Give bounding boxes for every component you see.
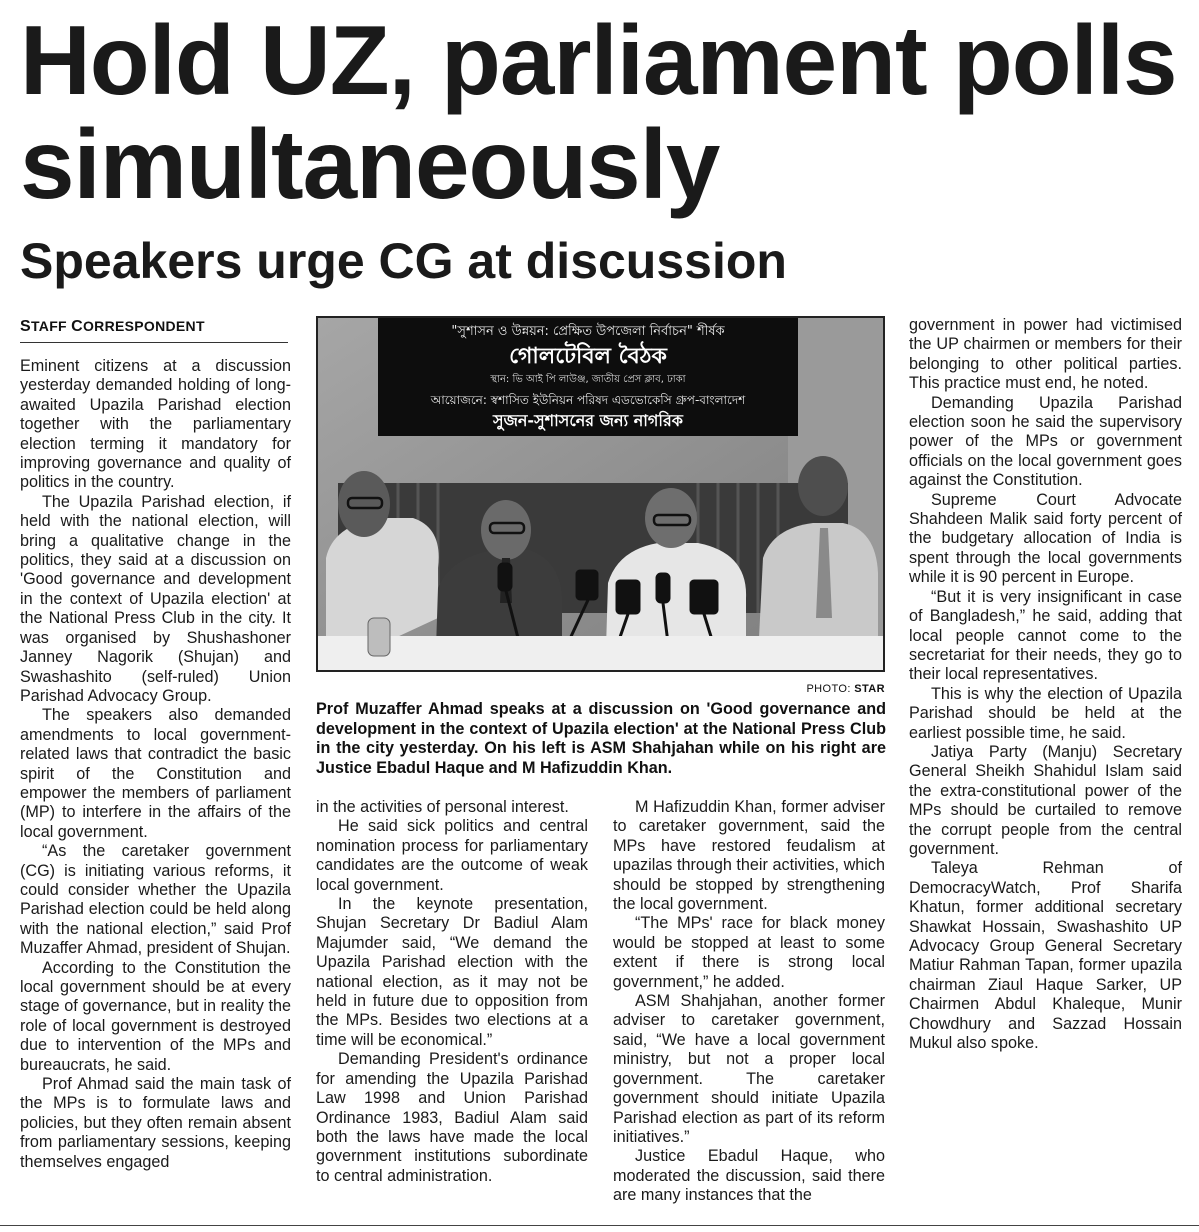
banner-line-2: গোলটেবিল বৈঠক (509, 344, 667, 369)
photo-credit: PHOTO: STAR (806, 683, 885, 695)
paragraph: This is why the election of Upazila Parishad should be held at the earliest possible time, he said. (909, 684, 1182, 742)
paragraph: “But it is very insignificant in case of Bangladesh,” he said, adding that local people cannot come to the secretariat for their needs, they go to their local representatives. (909, 587, 1182, 684)
paragraph: M Hafizuddin Khan, former adviser to caretaker government, said the MPs have restored feudalism at upazilas through their activities, which should be stopped by strengthening the local government. (613, 798, 885, 914)
banner-line-3: স্থান: ভি আই পি লাউঞ্জ, জাতীয় প্রেস ক্লাব, ঢাকা (490, 374, 686, 385)
paragraph: He said sick politics and central nomination process for parliamentary candidates are the outcome of weak local government. (316, 817, 588, 894)
paragraph: Justice Ebadul Haque, who moderated the discussion, said there are many instances that the (613, 1147, 885, 1205)
article-column-3 (613, 798, 885, 1206)
paragraph: Eminent citizens at a discussion yesterday demanded holding of long-awaited Upazila Parishad election together with the parliamentary election terming it mandatory for improving governance and quality of politics in the country. (20, 357, 291, 492)
paragraph: The speakers also demanded amendments to local government-related laws that contradict the basic spirit of the Constitution and empower the members of parliament (MP) to interfere in the affairs of the local government. (20, 706, 291, 841)
paragraph: ASM Shahjahan, another former adviser to caretaker government, said, “We have a local government ministry, but not a proper local government. The caretaker government should initiate Upazila Parishad election as part of its reform initiatives.” (613, 992, 885, 1146)
paragraph: According to the Constitution the local government should be at every stage of governance, but in reality the role of local government is destroyed due to intervention of the MPs and bureaucrats, he said. (20, 958, 291, 1074)
article-column-2 (316, 798, 588, 1186)
article-column-1 (20, 357, 291, 1172)
subheadline: Speakers urge CG at discussion (20, 233, 787, 289)
paragraph: In the keynote presentation, Shujan Secretary Dr Badiul Alam Majumder said, “We demand the Upazila Parishad election with the national election, as it may not be held in future due to opposition from the MPs. Besides two elections at a time will be economical.” (316, 895, 588, 1049)
paragraph: Taleya Rehman of DemocracyWatch, Prof Sharifa Khatun, former additional secretary Shawkat Hossain, Swashashito UP Advocacy Group General Secretary Matiur Rahman Tapan, former upazila chairman Ziaul Haque Sarker, UP Chairmen Abdul Khaleque, Munir Chowdhury and Sazzad Hossain Mukul also spoke. (909, 859, 1182, 1053)
headline: Hold UZ, parliament polls simultaneously (20, 5, 1177, 219)
paragraph: government in power had victimised the UP chairmen or members for their belonging to other political parties. This practice must end, he noted. (909, 316, 1182, 393)
paragraph: “The MPs' race for black money would be stopped at least to some extent if there is strong local government,” he added. (613, 914, 885, 991)
paragraph: Demanding President's ordinance for amending the Upazila Parishad Law 1998 and Union Parishad Ordinance 1983, Badiul Alam said both the laws have made the local government institutions subordinate to central administration. (316, 1050, 588, 1185)
article-column-4 (909, 316, 1182, 1053)
banner-line-4: আয়োজনে: স্বশাসিত ইউনিয়ন পরিষদ এডভোকেসি গ্রুপ-বাংলাদেশ (430, 393, 746, 407)
news-photo (316, 316, 885, 672)
byline: STAFF CORRESPONDENT (20, 318, 288, 343)
paragraph: The Upazila Parishad election, if held with the national election, will bring a qualitative change in the politics, they said at a discussion on 'Good governance and development in the context of Upazila election' at the National Press Club in the city. It was organised by Shushashoner Janney Nagorik (Shujan) and Swashashito (self-ruled) Union Parishad Advocacy Group. (20, 492, 291, 705)
paragraph: in the activities of personal interest. (316, 798, 569, 816)
paragraph: Jatiya Party (Manju) Secretary General Sheikh Shahidul Islam said the extra-constitutional power of the MPs should be curtailed to remove the corrupt people from the central government. (909, 742, 1182, 858)
photo-caption: Prof Muzaffer Ahmad speaks at a discussion on 'Good governance and development in the context of Upazila election' at the National Press Club in the city yesterday. On his left is ASM Shahjahan while on his right are Justice Ebadul Haque and M Hafizuddin Khan. (316, 700, 886, 777)
banner-line-1: "সুশাসন ও উন্নয়ন: প্রেক্ষিত উপজেলা নির্বাচন" শীর্ষক (451, 324, 725, 339)
paragraph: Supreme Court Advocate Shahdeen Malik said forty percent of the budgetary allocation of India is spent through the local governments while it is 90 percent in Europe. (909, 490, 1182, 587)
paragraph: “As the caretaker government (CG) is initiating various reforms, it could consider whether the Upazila Parishad election could be held along with the national election,” said Prof Muzaffer Ahmad, president of Shujan. (20, 842, 291, 958)
paragraph: Demanding Upazila Parishad election soon he said the supervisory power of the MPs or government officials on the local government goes against the Constitution. (909, 393, 1182, 490)
bottom-rule (0, 1225, 1199, 1226)
banner-line-5: সুজন-সুশাসনের জন্য নাগরিক (493, 411, 683, 430)
paragraph: Prof Ahmad said the main task of the MPs is to formulate laws and policies, but they often remain absent from parliamentary sessions, keeping themselves engaged (20, 1075, 291, 1171)
